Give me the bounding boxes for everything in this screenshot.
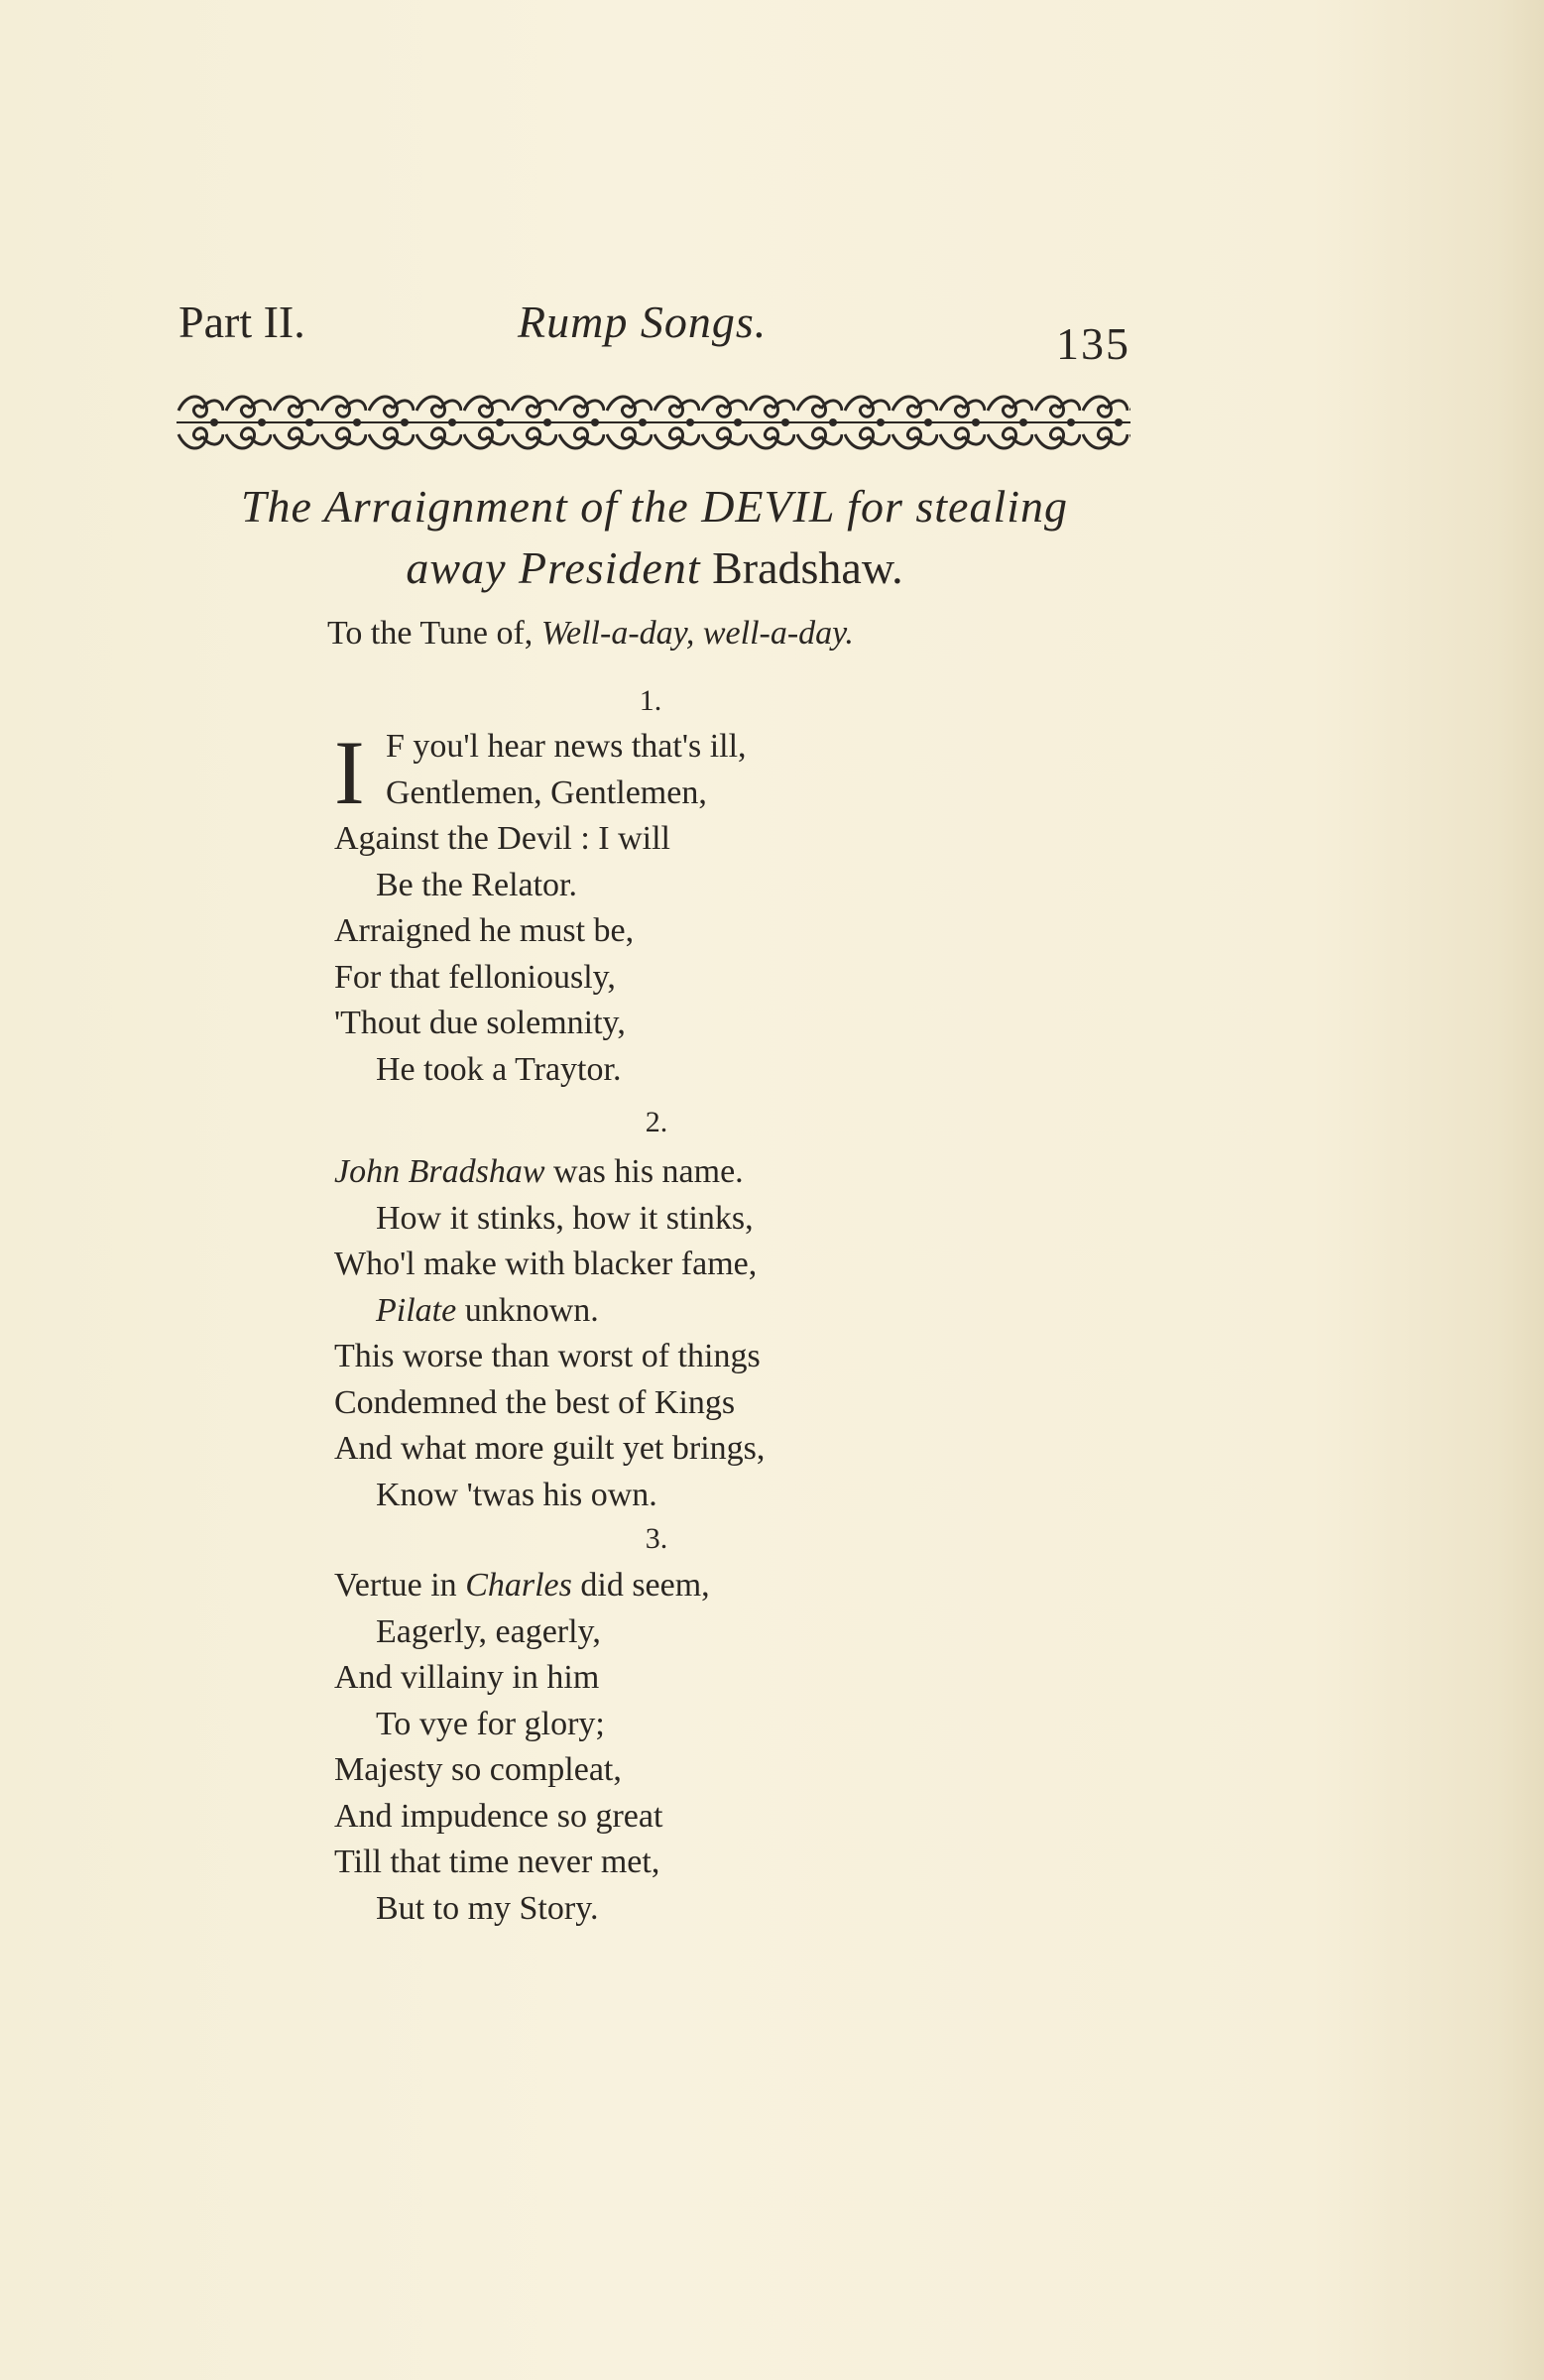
verse-line: Till that time never met, [334, 1844, 660, 1880]
song-title [159, 476, 1150, 599]
title-line-1: The Arraignment of the DEVIL for stealing [240, 481, 1069, 532]
verse-line: Know 'twas his own. [376, 1476, 657, 1513]
verse-line: Be the Relator. [376, 866, 578, 903]
verse-line: F you'l hear news that's ill, [386, 728, 747, 765]
verse-line: Vertue in Charles did seem, [334, 1567, 710, 1604]
verse-line: But to my Story. [376, 1889, 599, 1927]
tune-name: Well-a-day, well-a-day. [540, 615, 854, 652]
verse-line: To vye for glory; [376, 1705, 605, 1742]
verse-line: And what more guilt yet brings, [334, 1430, 766, 1467]
part-label: Part II. [178, 297, 305, 347]
drop-cap: I [334, 722, 365, 823]
stanza-1 [334, 722, 747, 823]
title-line-2-italic: away President [406, 542, 701, 593]
verse-italic-name: John Bradshaw [334, 1153, 545, 1190]
verse-line: Eagerly, eagerly, [376, 1612, 601, 1650]
title-line-2-name: Bradshaw. [712, 542, 903, 593]
verse-line: Pilate unknown. [376, 1291, 599, 1329]
verse-line: Against the Devil : I will [334, 820, 671, 857]
verse-line: 'Thout due solemnity, [334, 1005, 626, 1041]
verse-line: And villainy in him [334, 1659, 600, 1696]
verse-line: Arraigned he must be, [334, 912, 635, 949]
verse-italic-name: Pilate [376, 1291, 457, 1329]
verse-line: This worse than worst of things [334, 1338, 761, 1374]
stanza-number-2: 2. [645, 1106, 668, 1138]
running-title: Rump Songs. [518, 297, 768, 347]
verse-line: He took a Traytor. [376, 1050, 622, 1088]
verse-line: Who'l make with blacker fame, [334, 1246, 758, 1282]
verse-line: Condemned the best of Kings [334, 1383, 736, 1421]
stanza-3 [334, 1563, 710, 1932]
verse-line: Gentlemen, Gentlemen, [386, 774, 707, 811]
tune-prefix: To the Tune of, [327, 615, 534, 652]
page-number: 135 [1056, 318, 1130, 369]
stanza-number-1: 1. [639, 684, 662, 717]
stanza-2 [334, 1149, 765, 1518]
verse-line: For that felloniously, [334, 958, 616, 996]
verse-line: John Bradshaw was his name. [334, 1153, 744, 1190]
decorative-ornament-band [177, 389, 1130, 454]
verse-italic-name: Charles [465, 1567, 572, 1604]
stanza-1-continued [334, 816, 670, 1093]
verse-line: And impudence so great [334, 1797, 663, 1835]
running-header [178, 296, 1130, 375]
verse-line: Majesty so compleat, [334, 1751, 622, 1788]
stanza-number-3: 3. [645, 1522, 668, 1555]
verse-line: How it stinks, how it stinks, [376, 1199, 754, 1237]
tune-line [327, 615, 1121, 653]
